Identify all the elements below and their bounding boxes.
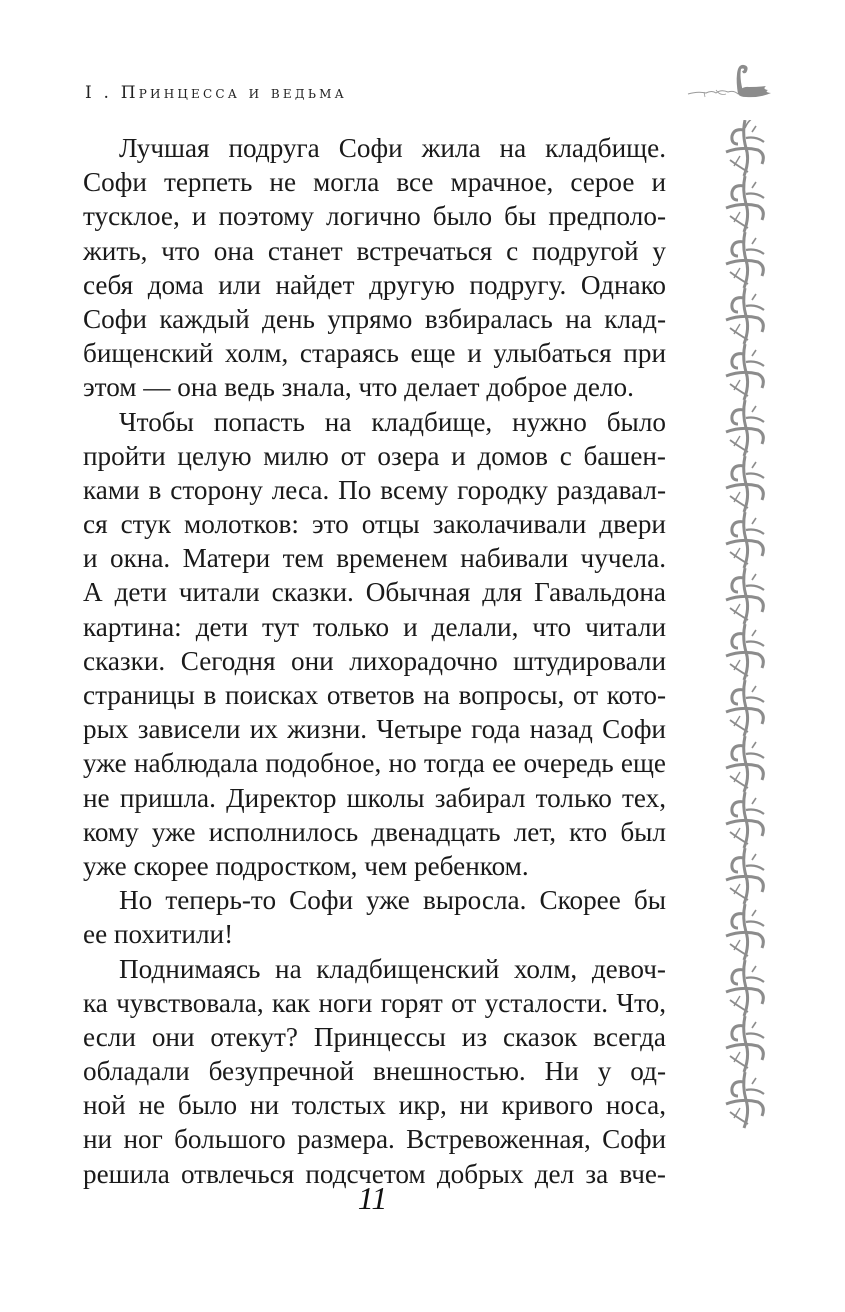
text-line: жить, что она станет встречаться с подругой у [83,235,666,266]
text-line: Софи терпеть не могла все мрачное, серое и [83,167,666,198]
text-line: страницы в поисках ответов на вопросы, от кото- [83,680,666,710]
text-line: А дети читали сказки. Обычная для Гавальдона [83,577,666,608]
text-line: Чтобы попасть на кладбище, нужно было [119,406,666,437]
text-line: Софи каждый день упрямо взбиралась на клад- [83,303,666,334]
body-text [83,131,666,1191]
text-line: ся стук молотков: это отцы заколачивали двери [83,509,666,540]
text-line: Но теперь-то Софи уже выросла. Скорее бы [119,885,666,916]
text-line: ее похитили! [83,919,234,950]
text-line: ка чувствовала, как ноги горят от усталости. Что, [83,987,666,1018]
text-line: и окна. Матери тем временем набивали чучела. [83,543,666,574]
text-line: кому уже исполнилось двенадцать лет, кто был [83,816,666,847]
text-line: ками в сторону леса. По всему городку раздавал- [83,474,666,505]
swan-icon [686,60,786,110]
text-line: этом — она ведь знала, что делает доброе дело. [83,372,634,403]
text-line: решила отвлечься подсчетом добрых дел за вче- [83,1158,666,1189]
text-line: бищенский холм, стараясь еще и улыбаться при [83,338,666,369]
text-line: не пришла. Директор школы забирал только тех, [83,782,666,813]
text-line: сказки. Сегодня они лихорадочно штудировали [83,645,666,676]
text-line: тусклое, и поэтому логично было бы предполо- [83,201,666,232]
text-line: если они отекут? Принцессы из сказок всегда [83,1021,666,1052]
text-line: картина: дети тут только и делали, что читали [83,611,666,642]
text-line: обладали безупречной внешностью. Ни у од- [83,1056,666,1087]
text-line: ни ног большого размера. Встревоженная, Софи [83,1124,666,1155]
page-number: 11 [357,1180,388,1216]
text-line: Лучшая подруга Софи жила на кладбище. [119,133,666,163]
text-line: Поднимаясь на кладбищенский холм, девоч- [119,953,666,984]
text-line: ной не было ни толстых икр, ни кривого носа, [83,1090,666,1121]
text-line: уже наблюдала подобное, но тогда ее очередь еще [83,748,666,779]
text-line: уже скорее подростком, чем ребенком. [83,850,529,881]
running-head: I . Принцесса и ведьма [85,83,347,103]
thorny-vine-border [712,120,778,1130]
text-line: себя дома или найдет другую подругу. Однако [83,269,666,300]
text-line: пройти целую милю от озера и домов с башен- [83,440,666,471]
text-line: рых зависели их жизни. Четыре года назад Софи [83,714,666,745]
